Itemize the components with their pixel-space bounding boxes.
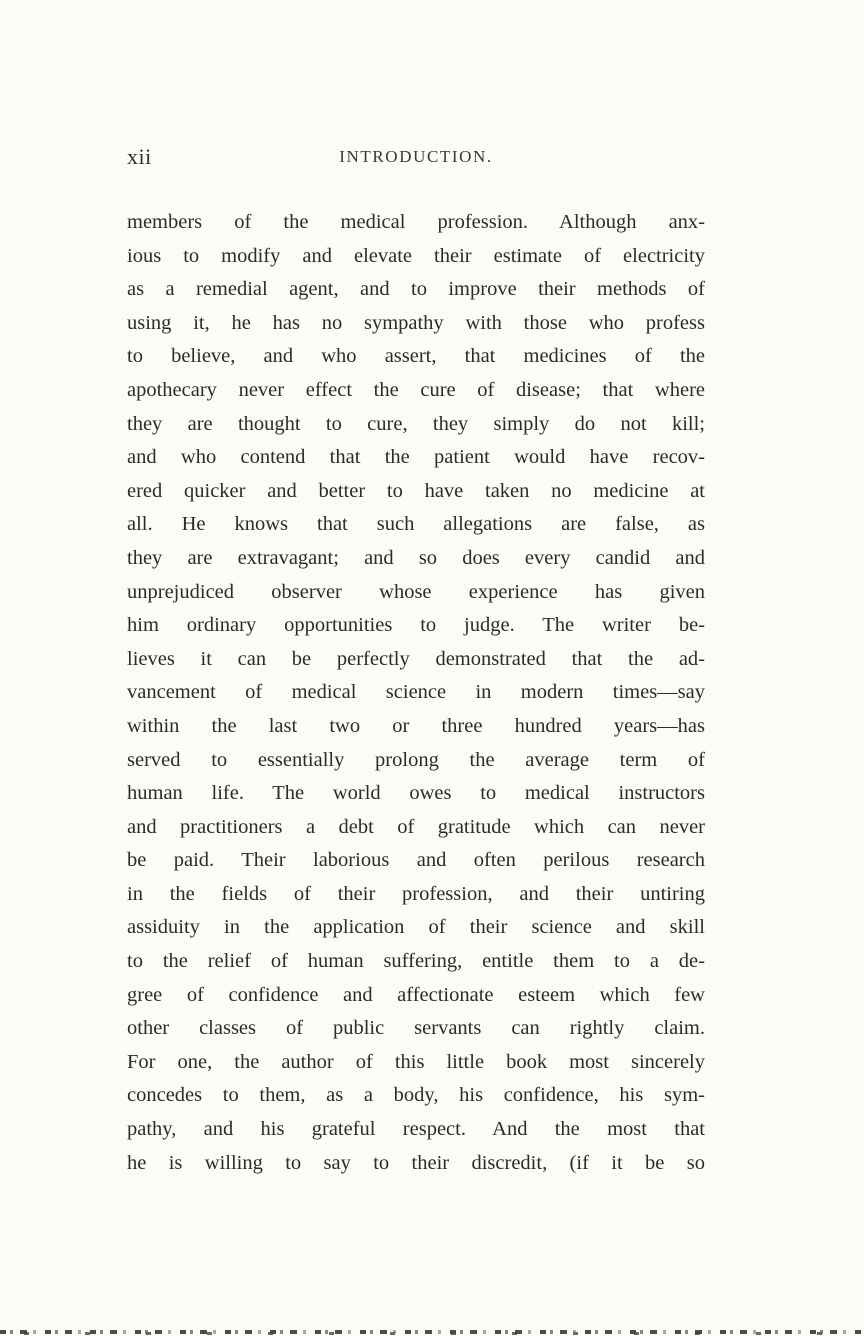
text-line: to believe, and who assert, that medicines of the: [127, 345, 705, 368]
chapter-header-title: INTRODUCTION.: [339, 147, 493, 166]
text-line: concedes to them, as a body, his confidence, his sym-: [127, 1084, 705, 1107]
text-line: other classes of public servants can rightly claim.: [127, 1017, 705, 1040]
text-line: they are thought to cure, they simply do not kill;: [127, 412, 705, 435]
text-line: as a remedial agent, and to improve their methods of: [127, 278, 705, 301]
text-line: gree of confidence and affectionate esteem which few: [127, 983, 705, 1006]
text-line: served to essentially prolong the average term of: [127, 748, 705, 771]
text-line: within the last two or three hundred years—has: [127, 714, 705, 737]
text-line: and who contend that the patient would have recov-: [127, 446, 705, 469]
running-header: [127, 144, 705, 174]
text-line: vancement of medical science in modern times—say: [127, 681, 705, 704]
text-line: to the relief of human suffering, entitle them to a de-: [127, 950, 705, 973]
text-line: lieves it can be perfectly demonstrated that the ad-: [127, 647, 705, 670]
text-line: all. He knows that such allegations are false, as: [127, 513, 705, 536]
text-line: he is willing to say to their discredit, (if it be so: [127, 1151, 705, 1174]
text-line: ered quicker and better to have taken no medicine at: [127, 479, 705, 502]
text-line: him ordinary opportunities to judge. The writer be-: [127, 614, 705, 637]
body-text-block: [127, 206, 705, 1180]
text-line: they are extravagant; and so does every candid and: [127, 546, 705, 569]
text-line: For one, the author of this little book most sincerely: [127, 1050, 705, 1073]
text-line: ious to modify and elevate their estimate of electricity: [127, 244, 705, 267]
text-line: pathy, and his grateful respect. And the most that: [127, 1118, 705, 1141]
text-line: human life. The world owes to medical instructors: [127, 782, 705, 805]
text-line: unprejudiced observer whose experience has given: [127, 580, 705, 603]
text-line: in the fields of their profession, and their untiring: [127, 882, 705, 905]
text-line: be paid. Their laborious and often perilous research: [127, 849, 705, 872]
text-line: members of the medical profession. Although anx-: [127, 211, 705, 233]
page-number: xii: [127, 144, 152, 169]
text-line: and practitioners a debt of gratitude which can never: [127, 815, 705, 838]
text-line: using it, he has no sympathy with those who profess: [127, 311, 705, 334]
text-line: assiduity in the application of their science and skill: [127, 916, 705, 939]
scan-edge-artifact: [0, 1326, 864, 1335]
text-line: apothecary never effect the cure of disease; that where: [127, 378, 705, 401]
